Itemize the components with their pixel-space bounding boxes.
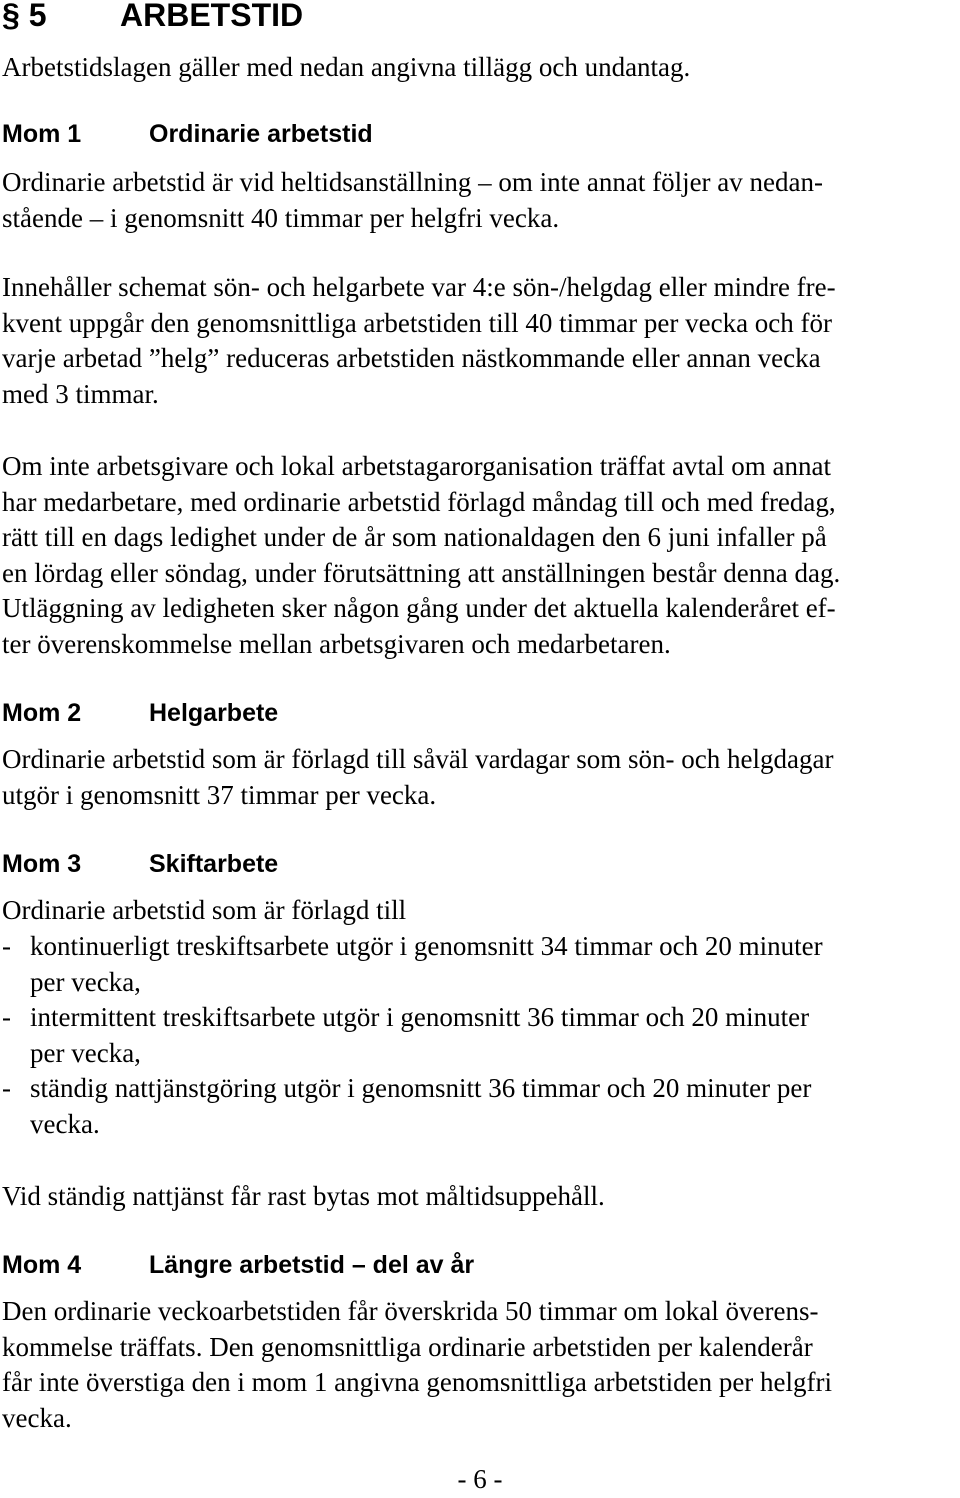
text-line: med 3 timmar. [2, 378, 159, 409]
page-number: - 6 - [457, 1464, 503, 1494]
text-line: rätt till en dags ledighet under de år som nationaldagen den 6 juni infaller på [2, 522, 827, 552]
text-line: per vecka, [30, 1037, 141, 1068]
mom-1-heading [2, 119, 373, 149]
mom-1-paragraph-2 [2, 270, 954, 412]
mom-3-lead: Ordinarie arbetstid som är förlagd till [2, 895, 407, 925]
text-line: stående – i genomsnitt 40 timmar per helgfri vecka. [2, 202, 560, 233]
text-line: utgör i genomsnitt 37 timmar per vecka. [2, 779, 437, 810]
list-marker: - [2, 1002, 11, 1032]
mom-1-label: Mom 1 [2, 120, 82, 148]
text-line: kvent uppgår den genomsnittliga arbetstiden till 40 timmar per vecka och för [2, 307, 833, 338]
text-line: får inte överstiga den i mom 1 angivna genomsnittliga arbetstiden per helgfri [2, 1367, 833, 1397]
list-marker: - [2, 1073, 11, 1103]
mom-1-paragraph-1 [2, 165, 954, 236]
mom-1-title: Ordinarie arbetstid [149, 120, 373, 148]
text-line: en lördag eller söndag, under förutsättning att anställningen består denna dag. [2, 557, 841, 588]
mom-3-label: Mom 3 [2, 850, 82, 878]
mom-4-heading [2, 1250, 474, 1280]
mom-4-label: Mom 4 [2, 1251, 82, 1279]
mom-3-list [2, 929, 954, 1142]
text-line: Ordinarie arbetstid som är förlagd till såväl vardagar som sön- och helgdagar [2, 744, 834, 774]
list-item-text [30, 929, 954, 1000]
mom-2-heading [2, 698, 278, 728]
mom-4-paragraph-1 [2, 1294, 954, 1436]
text-line: har medarbetare, med ordinarie arbetstid förlagd måndag till och med fredag, [2, 486, 836, 517]
mom-1-paragraph-3 [2, 449, 954, 662]
list-item-text [30, 1071, 954, 1142]
text-line: intermittent treskiftsarbete utgör i genomsnitt 36 timmar och 20 minuter [30, 1002, 810, 1032]
text-line: kommelse träffats. Den genomsnittliga ordinarie arbetstiden per kalenderår [2, 1331, 813, 1362]
mom-2-label: Mom 2 [2, 699, 82, 727]
text-line: Den ordinarie veckoarbetstiden får överskrida 50 timmar om lokal överens- [2, 1296, 819, 1326]
section-number: § 5 [2, 0, 47, 33]
text-line: kontinuerligt treskiftsarbete utgör i genomsnitt 34 timmar och 20 minuter [30, 931, 823, 961]
text-line: varje arbetad ”helg” reduceras arbetstiden nästkommande eller annan vecka [2, 343, 821, 373]
text-line: ständig nattjänstgöring utgör i genomsnitt 36 timmar och 20 minuter per [30, 1073, 812, 1103]
text-line: per vecka, [30, 966, 141, 997]
text-line: vecka. [30, 1108, 100, 1139]
list-item [2, 929, 954, 1000]
text-line: Innehåller schemat sön- och helgarbete var 4:e sön-/helgdag eller mindre fre- [2, 272, 836, 302]
list-item [2, 1071, 954, 1142]
list-item-text [30, 1000, 954, 1071]
list-marker: - [2, 931, 11, 961]
list-item [2, 1000, 954, 1071]
text-line: vecka. [2, 1402, 72, 1433]
text-line: Utläggning av ledigheten sker någon gång under det aktuella kalenderåret ef- [2, 593, 836, 623]
mom-2-paragraph-1 [2, 742, 954, 813]
text-line: Om inte arbetsgivare och lokal arbetstagarorganisation träffat avtal om annat [2, 451, 831, 481]
mom-3-paragraph-1: Vid ständig nattjänst får rast bytas mot måltidsuppehåll. [2, 1181, 605, 1211]
mom-3-title: Skiftarbete [149, 850, 279, 878]
mom-3-heading [2, 849, 278, 879]
mom-2-title: Helgarbete [149, 699, 279, 727]
text-line: Ordinarie arbetstid är vid heltidsanställning – om inte annat följer av nedan- [2, 167, 823, 197]
section-title: ARBETSTID [120, 0, 304, 33]
mom-4-title: Längre arbetstid – del av år [149, 1251, 475, 1279]
intro-text: Arbetstidslagen gäller med nedan angivna tillägg och undantag. [2, 52, 691, 82]
text-line: ter överenskommelse mellan arbetsgivaren och medarbetaren. [2, 628, 671, 659]
section-heading [2, 0, 303, 33]
